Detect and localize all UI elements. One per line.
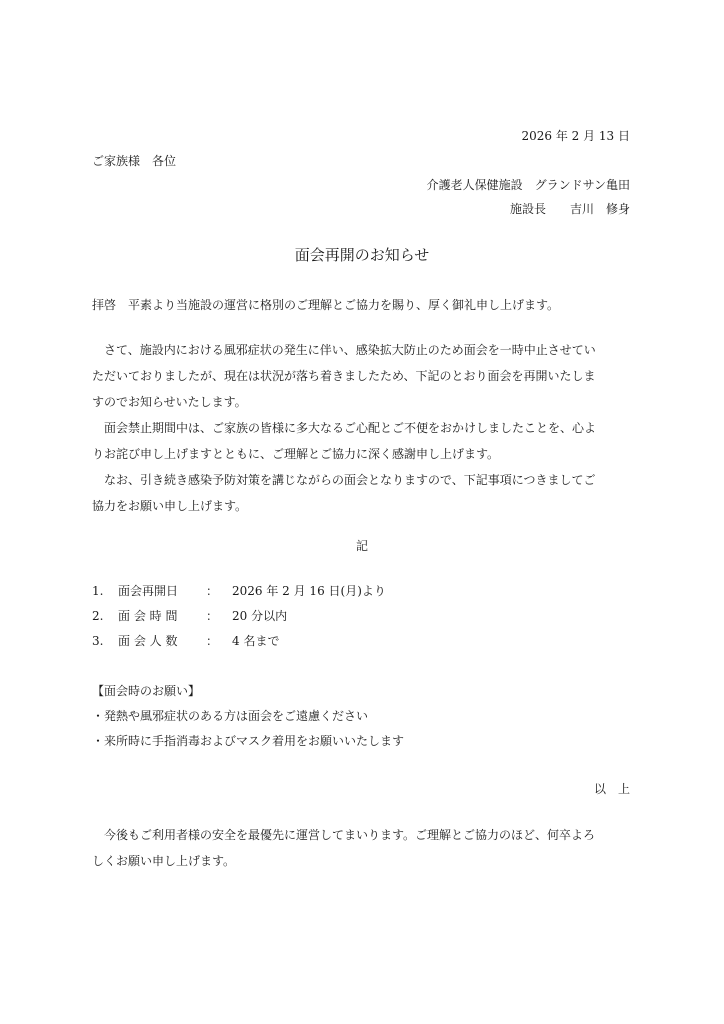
sender-facility: 介護老人保健施設 グランドサン亀田 [426,178,630,192]
closing-word: 以 上 [593,782,630,796]
ki-heading: 記 [355,539,368,553]
body-paragraph-1 [92,337,632,415]
request-bullet: ・発熱や風邪症状のある方は面会をご遠慮ください [92,709,369,723]
item-colon: ： [206,609,219,623]
item-label: 面 会 時 間 [118,609,178,623]
item-number: 1. [92,584,104,598]
body-paragraph-1-line: ただいておりましたが、現在は状況が落ち着きましたため、下記のとおり面会を再開いたしま [92,369,596,383]
requests-heading: 【面会時のお願い】 [92,684,201,698]
document-title: 面会再開のお知らせ [294,246,430,264]
body-paragraph-1-line: さて、施設内における風邪症状の発生に伴い、感染拡大防止のため面会を一時中止させてい [92,343,596,357]
item-number: 2. [92,609,104,623]
greeting-line: 拝啓 平素より当施設の運営に格別のご理解とご協力を賜り、厚く御礼申し上げます。 [92,298,560,312]
body-paragraph-2-line: 面会禁止期間中は、ご家族の皆様に多大なるご心配とご不便をおかけしましたことを、心よ [92,421,597,435]
item-colon: ： [206,584,219,598]
document-date: 2026 年 2 月 13 日 [521,129,630,143]
item-label: 面 会 人 数 [118,634,178,648]
body-paragraph-3-line: なお、引き続き感染予防対策を講じながらの面会となりますので、下記事項につきましてご [92,473,596,487]
item-row-reopen-date [92,583,386,600]
body-paragraph-3 [92,467,632,519]
closing-paragraph-line: しくお願い申し上げます。 [92,854,236,868]
item-value: 4 名まで [232,634,280,648]
item-value: 20 分以内 [232,609,288,623]
sender-director: 施設長 吉川 修身 [509,202,630,216]
body-paragraph-3-line: 協力をお願い申し上げます。 [92,499,248,513]
item-number: 3. [92,634,104,648]
recipient-line: ご家族様 各位 [92,154,177,168]
body-paragraph-2 [92,415,632,467]
body-paragraph-1-line: すのでお知らせいたします。 [92,395,247,409]
item-label: 面会再開日 [118,584,179,598]
request-bullet: ・来所時に手指消毒およびマスク着用をお願いいたします [92,734,405,748]
item-row-visitor-count [92,633,279,650]
item-value: 2026 年 2 月 16 日(月)より [232,584,386,598]
item-row-visit-time [92,608,287,625]
body-paragraph-2-line: りお詫び申し上げますとともに、ご理解とご協力に深く感謝申し上げます。 [92,447,500,461]
closing-paragraph [92,822,632,874]
closing-paragraph-line: 今後もご利用者様の安全を最優先に運営してまいります。ご理解とご協力のほど、何卒よろ [92,828,596,842]
item-colon: ： [206,634,219,648]
